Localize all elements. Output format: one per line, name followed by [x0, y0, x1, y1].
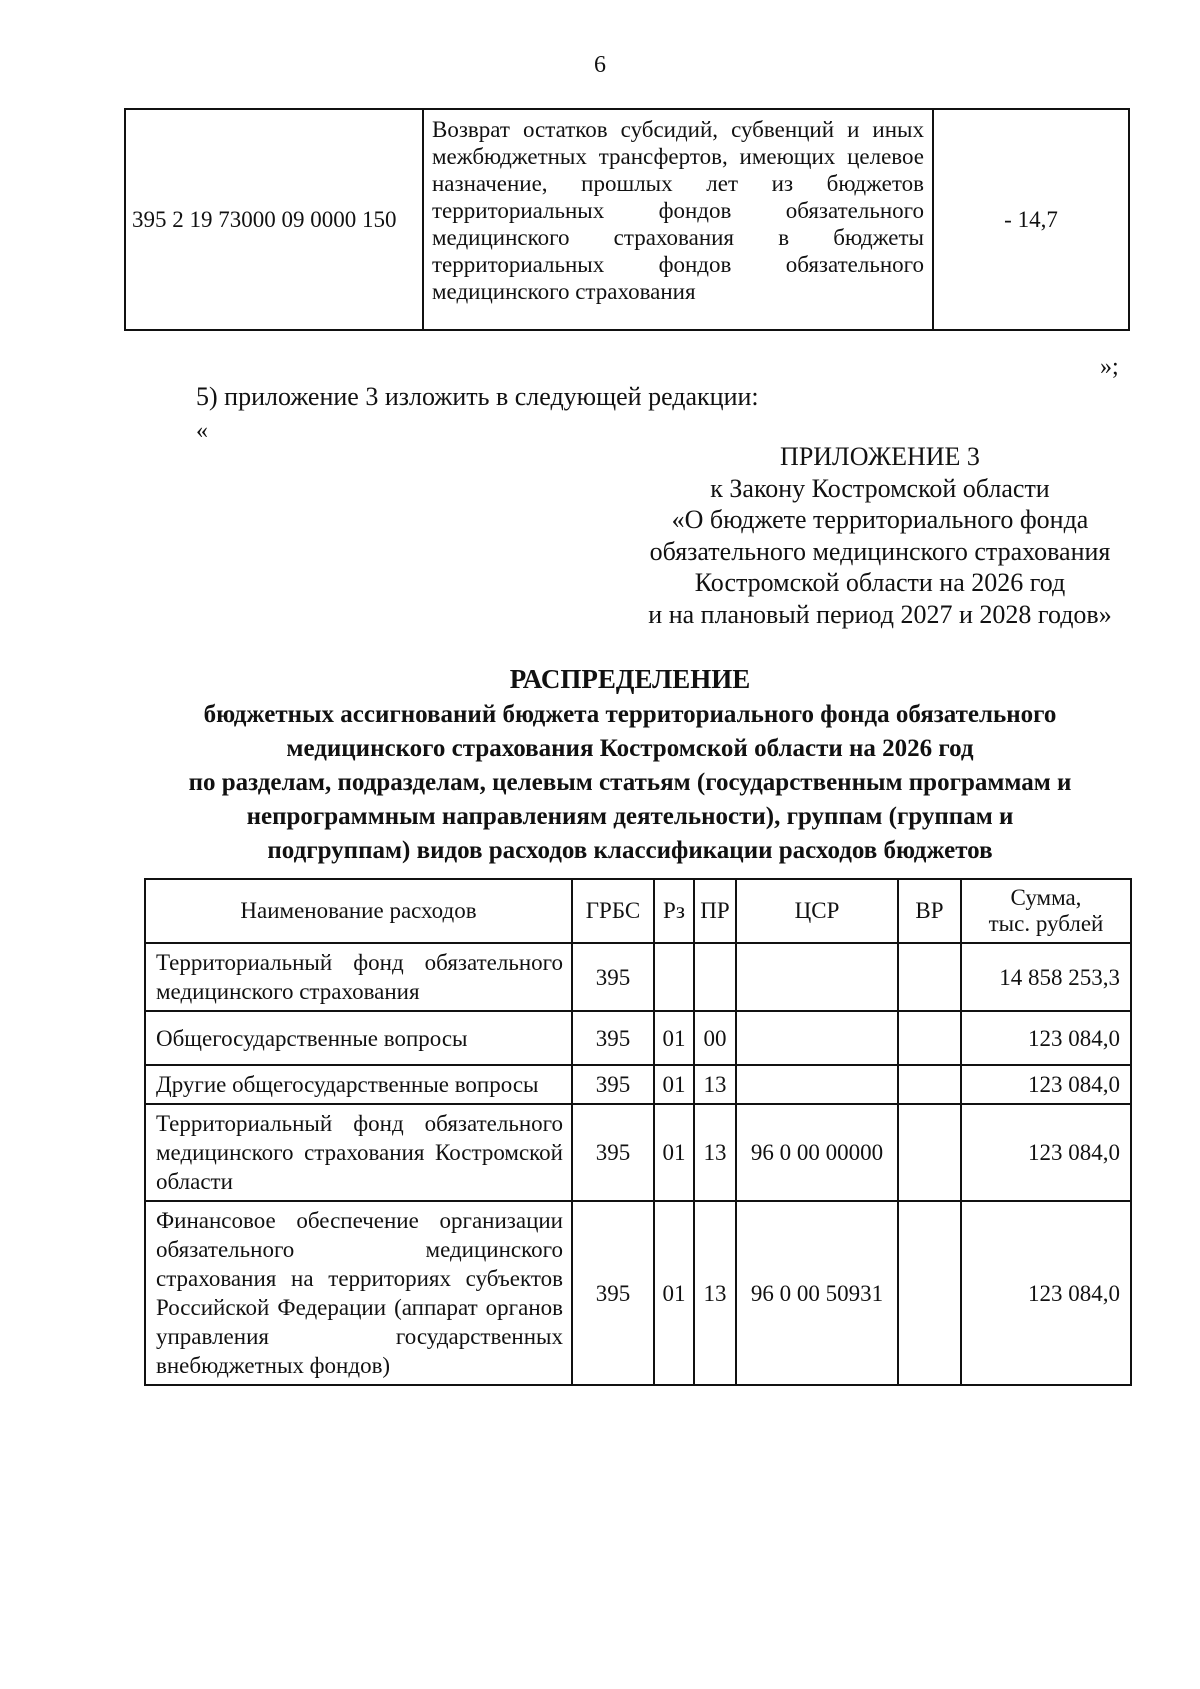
row-sum: 123 084,0	[961, 1011, 1131, 1065]
row-vr	[898, 1011, 961, 1065]
row-csr: 96 0 00 00000	[736, 1104, 898, 1201]
table-row	[145, 1065, 1131, 1104]
row-sum: 123 084,0	[961, 1104, 1131, 1201]
row-csr	[736, 943, 898, 1011]
heading-line: бюджетных ассигнований бюджета территориального фонда обязательного	[203, 701, 1057, 728]
table-row	[125, 109, 1129, 330]
opening-quote: «	[196, 418, 208, 444]
income-amount: - 14,7	[933, 109, 1129, 330]
header-sum-line: Сумма,	[1010, 885, 1082, 910]
row-sum: 123 084,0	[961, 1201, 1131, 1385]
row-vr	[898, 1065, 961, 1104]
row-vr	[898, 1104, 961, 1201]
closing-quote: »;	[1100, 354, 1119, 380]
row-pr: 00	[694, 1011, 736, 1065]
appendix-line: «О бюджете территориального фонда	[671, 505, 1089, 534]
appendix-header	[600, 441, 1160, 630]
row-csr: 96 0 00 50931	[736, 1201, 898, 1385]
classification-code: 395 2 19 73000 09 0000 150	[125, 109, 423, 330]
income-description: Возврат остатков субсидий, субвенций и иных межбюджетных трансфертов, имеющих целевое назначение, прошлых лет из бюджетов территориальных фондов обязательного медицинского страхования в бюджеты территориальных фондов обязательного медицинского страхования	[423, 109, 933, 330]
heading-title: РАСПРЕДЕЛЕНИЕ	[509, 664, 751, 694]
row-pr: 13	[694, 1065, 736, 1104]
row-grbs: 395	[572, 1104, 654, 1201]
appendix-title: ПРИЛОЖЕНИЕ 3	[780, 442, 980, 471]
header-name: Наименование расходов	[145, 879, 572, 943]
row-csr	[736, 1011, 898, 1065]
previous-table	[124, 108, 1130, 331]
document-heading	[140, 662, 1120, 868]
row-rz	[654, 943, 694, 1011]
row-name: Территориальный фонд обязательного медицинского страхования Костромской области	[145, 1104, 572, 1201]
heading-line: по разделам, подразделам, целевым статьям (государственным программам и	[188, 769, 1072, 796]
header-csr: ЦСР	[736, 879, 898, 943]
row-name: Общегосударственные вопросы	[145, 1011, 572, 1065]
row-grbs: 395	[572, 1011, 654, 1065]
header-rz: Рз	[654, 879, 694, 943]
row-csr	[736, 1065, 898, 1104]
row-pr	[694, 943, 736, 1011]
row-grbs: 395	[572, 1065, 654, 1104]
row-grbs: 395	[572, 943, 654, 1011]
budget-allocation-table	[144, 878, 1132, 1386]
heading-line: непрограммным направлениям деятельности), группам (группам и	[246, 803, 1014, 830]
table-row	[145, 1011, 1131, 1065]
header-sum-line: тыс. рублей	[988, 911, 1104, 936]
table-header-row	[145, 879, 1131, 943]
table-row	[145, 1104, 1131, 1201]
heading-line: медицинского страхования Костромской области на 2026 год	[286, 735, 974, 762]
row-sum: 123 084,0	[961, 1065, 1131, 1104]
table-row	[145, 1201, 1131, 1385]
header-pr: ПР	[694, 879, 736, 943]
appendix-line: и на плановый период 2027 и 2028 годов»	[648, 599, 1112, 629]
row-name: Территориальный фонд обязательного медицинского страхования	[145, 943, 572, 1011]
row-name: Другие общегосударственные вопросы	[145, 1065, 572, 1104]
row-pr: 13	[694, 1201, 736, 1385]
appendix-line: к Закону Костромской области	[710, 473, 1050, 503]
row-grbs: 395	[572, 1201, 654, 1385]
row-name: Финансовое обеспечение организации обязательного медицинского страхования на территориях субъектов Российской Федерации (аппарат органов управления государственных внебюджетных фондов)	[145, 1201, 572, 1385]
header-grbs: ГРБС	[572, 879, 654, 943]
row-sum: 14 858 253,3	[961, 943, 1131, 1011]
row-rz: 01	[654, 1104, 694, 1201]
heading-line: подгруппам) видов расходов классификации расходов бюджетов	[267, 837, 993, 864]
header-vr: ВР	[898, 879, 961, 943]
row-vr	[898, 943, 961, 1011]
row-rz: 01	[654, 1011, 694, 1065]
amendment-item-5: 5) приложение 3 изложить в следующей редакции:	[196, 382, 759, 411]
header-sum	[961, 879, 1131, 943]
row-pr: 13	[694, 1104, 736, 1201]
row-rz: 01	[654, 1065, 694, 1104]
appendix-line: Костромской области на 2026 год	[694, 568, 1066, 597]
row-rz: 01	[654, 1201, 694, 1385]
page-number: 6	[594, 52, 606, 78]
table-row	[145, 943, 1131, 1011]
row-vr	[898, 1201, 961, 1385]
appendix-line: обязательного медицинского страхования	[649, 536, 1111, 566]
